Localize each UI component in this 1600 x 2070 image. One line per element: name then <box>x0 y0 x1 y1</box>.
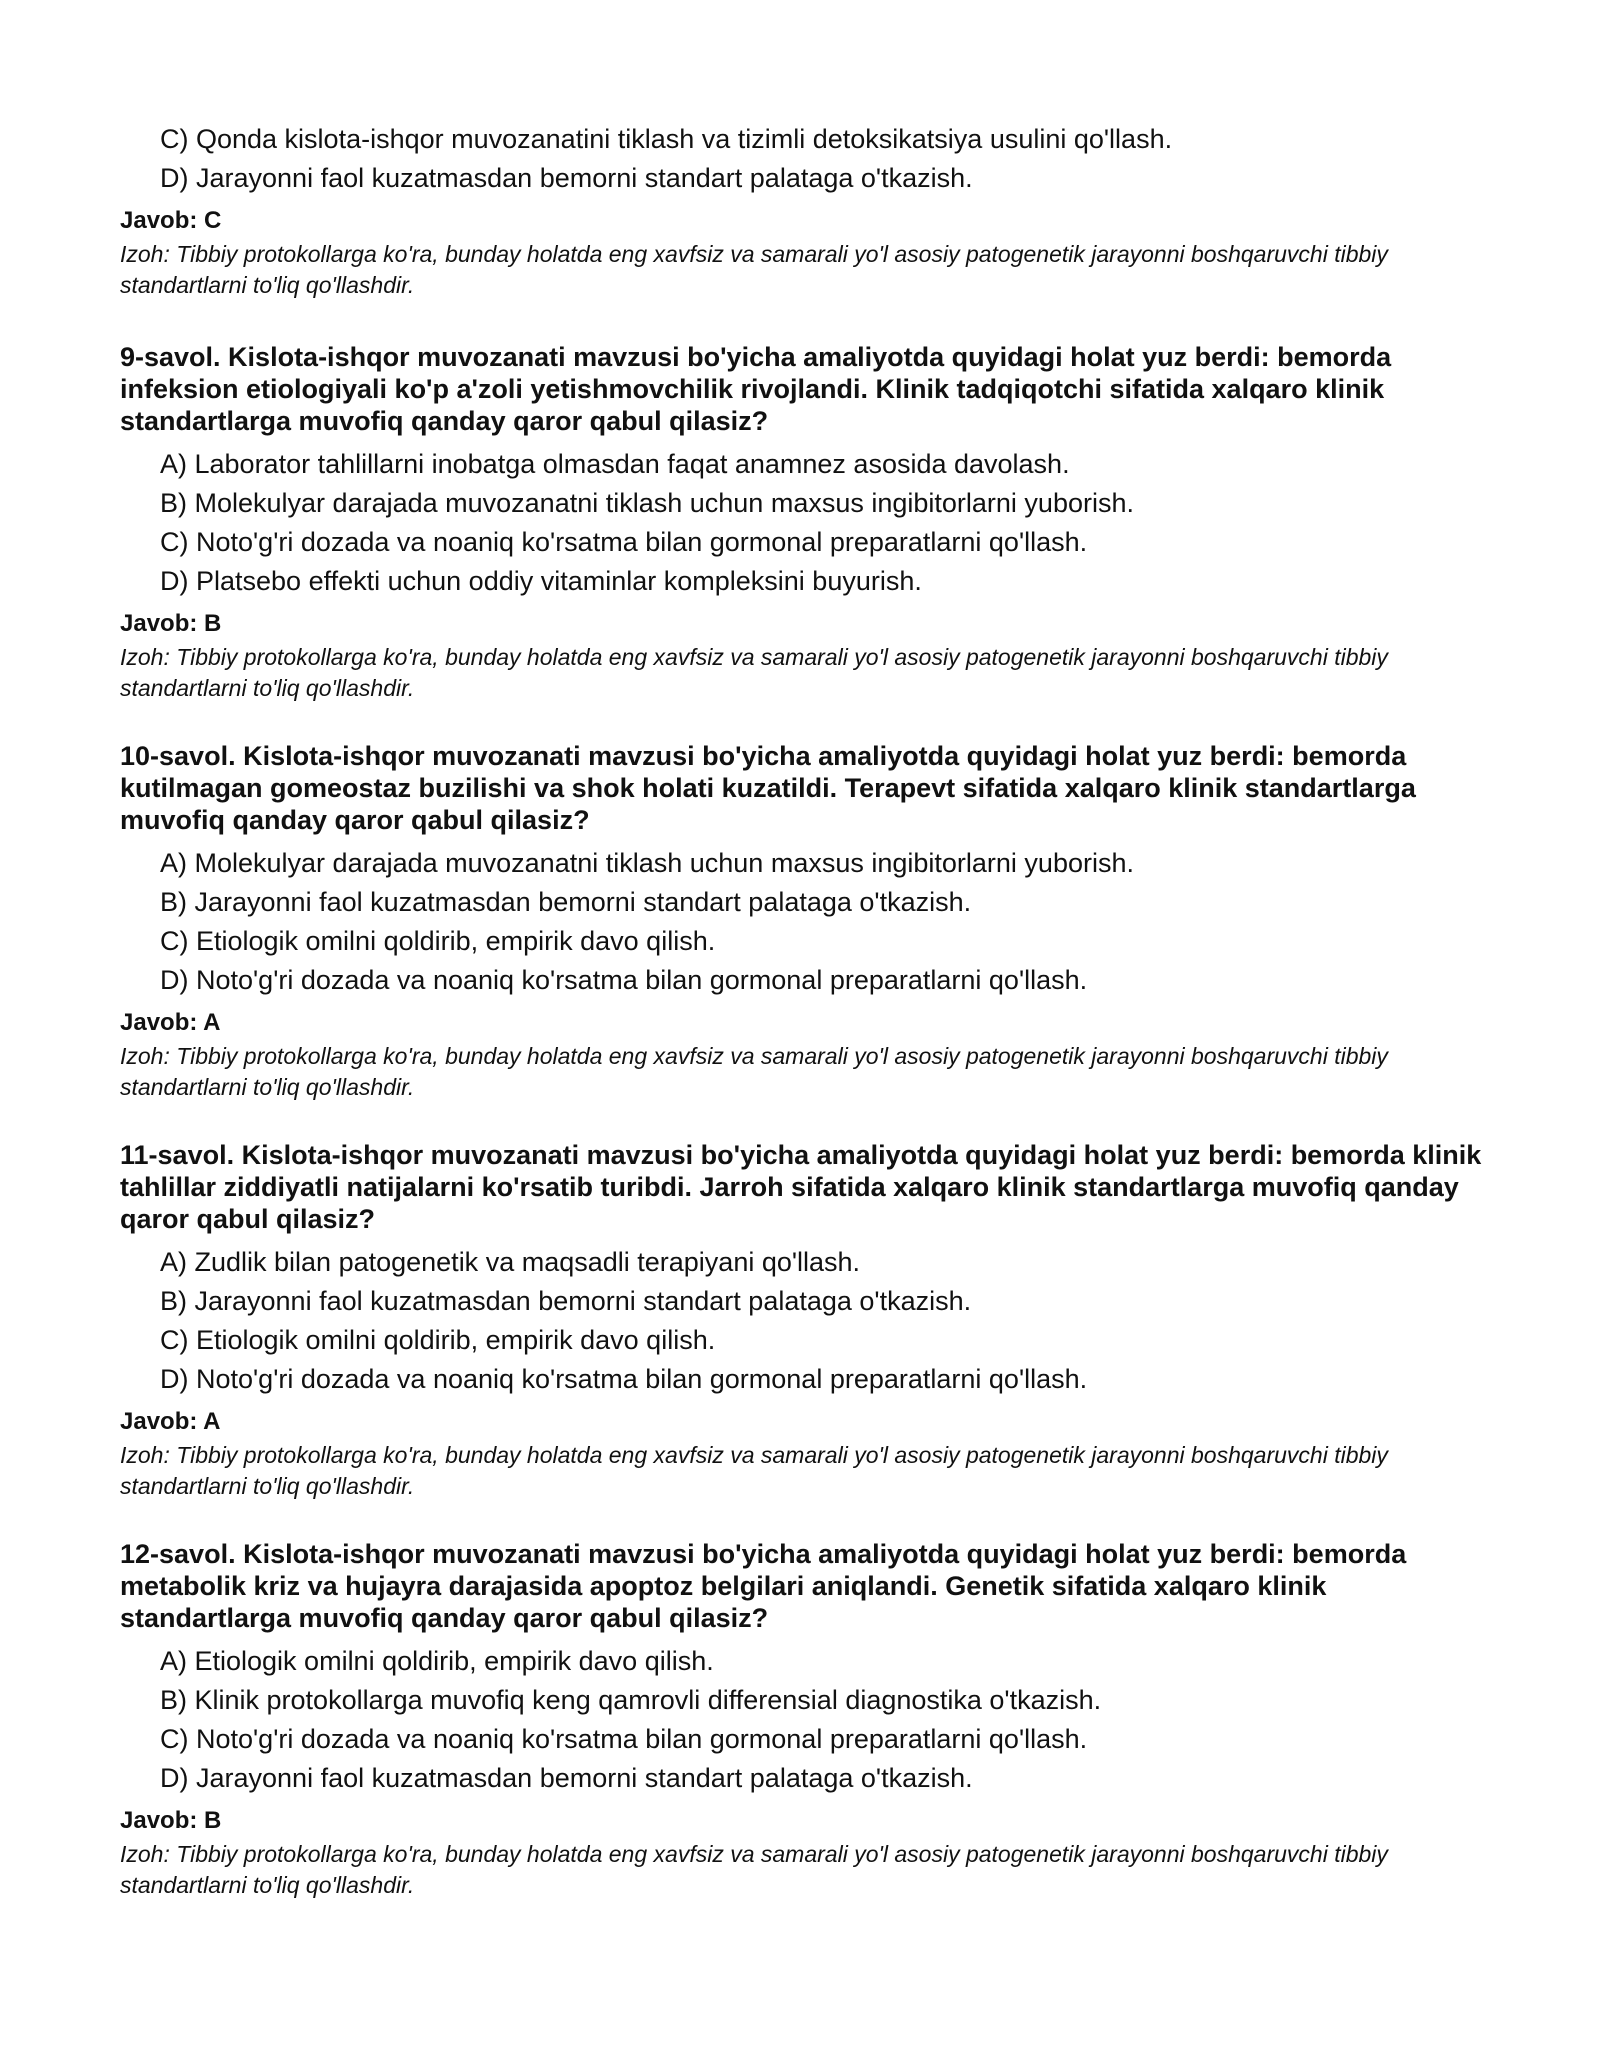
answer-label: Javob: A <box>120 1408 221 1435</box>
options-list <box>120 1243 1480 1398</box>
option-d: D) Jarayonni faol kuzatmasdan bemorni standart palataga o'tkazish. <box>160 1763 973 1793</box>
explanation-note: Izoh: Tibbiy protokollarga ko'ra, bunday holatda eng xavfsiz va samarali yo'l asosiy patogenetik jarayonni boshqaruvchi tibbiy standartlarni to'liq qo'llashdir. <box>120 644 1388 701</box>
explanation-note: Izoh: Tibbiy protokollarga ko'ra, bunday holatda eng xavfsiz va samarali yo'l asosiy patogenetik jarayonni boshqaruvchi tibbiy standartlarni to'liq qo'llashdir. <box>120 1043 1388 1100</box>
question-12 <box>120 1538 1480 1901</box>
options-list <box>120 445 1480 600</box>
option-b: B) Klinik protokollarga muvofiq keng qamrovli differensial diagnostika o'tkazish. <box>160 1685 1102 1715</box>
option-c: C) Qonda kislota-ishqor muvozanatini tiklash va tizimli detoksikatsiya usulini qo'llash. <box>160 124 1173 154</box>
answer-label: Javob: B <box>120 610 222 637</box>
question-9 <box>120 341 1480 704</box>
question-title: 11-savol. Kislota-ishqor muvozanati mavzusi bo'yicha amaliyotda quyidagi holat yuz berdi: bemorda klinik tahlillar ziddiyatli natijalarni ko'rsatib turibdi. Jarroh sifatida xalqaro klinik standartlarga muvofiq qanday qaror qabul qilasiz? <box>120 1140 1482 1234</box>
explanation-note: Izoh: Tibbiy protokollarga ko'ra, bunday holatda eng xavfsiz va samarali yo'l asosiy patogenetik jarayonni boshqaruvchi tibbiy standartlarni to'liq qo'llashdir. <box>120 1841 1388 1898</box>
question-title: 12-savol. Kislota-ishqor muvozanati mavzusi bo'yicha amaliyotda quyidagi holat yuz berdi: bemorda metabolik kriz va hujayra darajasida apoptoz belgilari aniqlandi. Genetik sifatida xalqaro klinik standartlarga muvofiq qanday qaror qabul qilasiz? <box>120 1539 1407 1633</box>
answer-label: Javob: C <box>120 207 222 234</box>
option-a: A) Laborator tahlillarni inobatga olmasdan faqat anamnez asosida davolash. <box>160 449 1070 479</box>
option-c: C) Etiologik omilni qoldirib, empirik davo qilish. <box>160 926 716 956</box>
option-d: D) Jarayonni faol kuzatmasdan bemorni standart palataga o'tkazish. <box>160 163 973 193</box>
option-a: A) Molekulyar darajada muvozanatni tiklash uchun maxsus ingibitorlarni yuborish. <box>160 848 1134 878</box>
question-10 <box>120 740 1480 1103</box>
question-8-continuation <box>120 120 1480 301</box>
option-a: A) Etiologik omilni qoldirib, empirik davo qilish. <box>160 1646 714 1676</box>
options-list <box>120 120 1480 197</box>
option-c: C) Noto'g'ri dozada va noaniq ko'rsatma bilan gormonal preparatlarni qo'llash. <box>160 1724 1088 1754</box>
options-list <box>120 1642 1480 1797</box>
question-title: 9-savol. Kislota-ishqor muvozanati mavzusi bo'yicha amaliyotda quyidagi holat yuz berdi: bemorda infeksion etiologiyali ko'p a'zoli yetishmovchilik rivojlandi. Klinik tadqiqotchi sifatida xalqaro klinik standartlarga muvofiq qanday qaror qabul qilasiz? <box>120 342 1392 436</box>
option-d: D) Noto'g'ri dozada va noaniq ko'rsatma bilan gormonal preparatlarni qo'llash. <box>160 965 1088 995</box>
answer-label: Javob: A <box>120 1009 221 1036</box>
option-d: D) Noto'g'ri dozada va noaniq ko'rsatma bilan gormonal preparatlarni qo'llash. <box>160 1364 1088 1394</box>
option-b: B) Molekulyar darajada muvozanatni tiklash uchun maxsus ingibitorlarni yuborish. <box>160 488 1134 518</box>
question-title: 10-savol. Kislota-ishqor muvozanati mavzusi bo'yicha amaliyotda quyidagi holat yuz berdi: bemorda kutilmagan gomeostaz buzilishi va shok holati kuzatildi. Terapevt sifatida xalqaro klinik standartlarga muvofiq qanday qaror qabul qilasiz? <box>120 741 1416 835</box>
option-b: B) Jarayonni faol kuzatmasdan bemorni standart palataga o'tkazish. <box>160 887 972 917</box>
document-content <box>120 120 1480 1901</box>
option-b: B) Jarayonni faol kuzatmasdan bemorni standart palataga o'tkazish. <box>160 1286 972 1316</box>
explanation-note: Izoh: Tibbiy protokollarga ko'ra, bunday holatda eng xavfsiz va samarali yo'l asosiy patogenetik jarayonni boshqaruvchi tibbiy standartlarni to'liq qo'llashdir. <box>120 1442 1388 1499</box>
question-11 <box>120 1139 1480 1502</box>
option-c: C) Etiologik omilni qoldirib, empirik davo qilish. <box>160 1325 716 1355</box>
option-c: C) Noto'g'ri dozada va noaniq ko'rsatma bilan gormonal preparatlarni qo'llash. <box>160 527 1088 557</box>
explanation-note: Izoh: Tibbiy protokollarga ko'ra, bunday holatda eng xavfsiz va samarali yo'l asosiy patogenetik jarayonni boshqaruvchi tibbiy standartlarni to'liq qo'llashdir. <box>120 241 1388 298</box>
answer-label: Javob: B <box>120 1807 222 1834</box>
options-list <box>120 844 1480 999</box>
option-d: D) Platsebo effekti uchun oddiy vitaminlar kompleksini buyurish. <box>160 566 922 596</box>
option-a: A) Zudlik bilan patogenetik va maqsadli terapiyani qo'llash. <box>160 1247 861 1277</box>
